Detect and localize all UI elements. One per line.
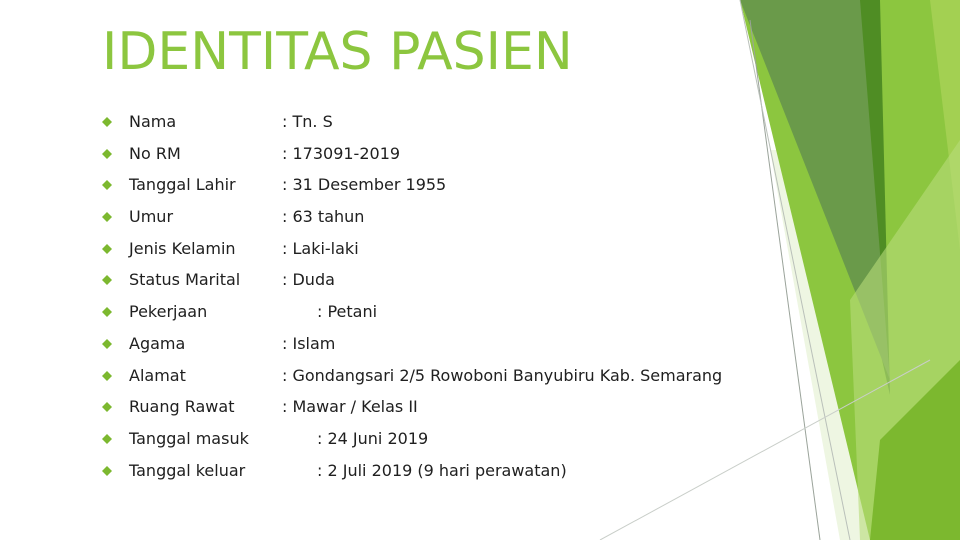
page-title: IDENTITAS PASIEN	[102, 22, 573, 82]
diamond-icon	[102, 149, 112, 159]
field-label: Tanggal Lahir	[129, 175, 236, 195]
field-label: Pekerjaan	[129, 302, 208, 322]
field-label: Agama	[129, 333, 186, 353]
field-label: No RM	[129, 143, 181, 163]
diamond-icon	[102, 339, 112, 349]
field-value: : Tn. S	[282, 112, 333, 131]
field-value: : 24 Juni 2019	[317, 428, 429, 448]
field-label: Tanggal keluar	[129, 460, 246, 480]
field-value: : Petani	[317, 302, 378, 322]
diamond-icon	[102, 307, 112, 317]
field-label: Tanggal masuk	[129, 428, 249, 448]
diamond-icon	[102, 371, 112, 381]
field-value: : Laki-laki	[282, 238, 359, 258]
field-value: : 63 tahun	[282, 207, 365, 227]
field-label: Umur	[129, 207, 174, 227]
diamond-icon	[102, 434, 112, 444]
diamond-icon	[102, 117, 112, 127]
field-value: : 173091-2019	[282, 143, 401, 163]
field-label: Ruang Rawat	[129, 397, 235, 417]
field-value: : 31 Desember 1955	[282, 175, 447, 195]
diamond-icon	[102, 402, 112, 412]
field-value: : Mawar / Kelas II	[282, 397, 418, 417]
field-label: Jenis Kelamin	[129, 238, 236, 258]
field-value: : Duda	[282, 270, 335, 290]
diamond-icon	[102, 466, 112, 476]
field-label: Alamat	[129, 365, 186, 385]
diamond-icon	[102, 180, 112, 190]
diamond-icon	[102, 212, 112, 222]
diamond-icon	[102, 275, 112, 285]
field-value: : Islam	[282, 333, 336, 353]
diamond-icon	[102, 244, 112, 254]
field-label: Status Marital	[129, 270, 241, 290]
field-value: : Gondangsari 2/5 Rowoboni Banyubiru Kab. Semarang	[282, 365, 723, 385]
field-label: Nama	[129, 112, 177, 131]
field-value: : 2 Juli 2019 (9 hari perawatan)	[317, 460, 567, 480]
